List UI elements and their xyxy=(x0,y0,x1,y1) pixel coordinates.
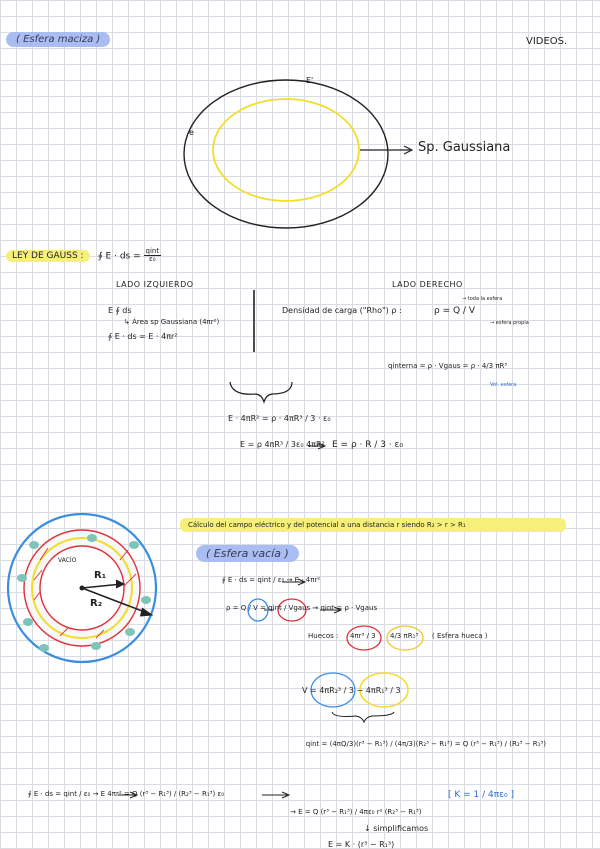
equation-1: E · 4πR² = ρ · 4πR³ / 3 · ε₀ xyxy=(228,414,331,423)
q-internal-line: qinterna = ρ · Vgaus = ρ · 4/3 πR³ xyxy=(388,362,508,370)
right-header: LADO DERECHO xyxy=(392,280,463,289)
simplify-note: ↓ simplificamos xyxy=(364,824,429,833)
qint-equation: qint = (4πQ/3)(r³ − R₁³) / (4π/3)(R₂³ − R₁³) = Q (r³ − R₁³) / (R₂³ − R₁³) xyxy=(305,740,546,748)
rho-equation: ρ = Q / V xyxy=(434,306,475,316)
cut-off-equation: E = K · (r³ − R₁³) xyxy=(328,840,395,849)
arrow-4 xyxy=(262,792,289,798)
vacio-label: VACÍO xyxy=(58,557,77,564)
huecos-note: ( Esfera hueca ) xyxy=(432,632,488,640)
coulomb-constant: [ K = 1 / 4πε₀ ] xyxy=(448,790,515,800)
right-line1: Densidad de carga ("Rho") ρ : xyxy=(282,306,402,315)
left-line2: ↳ Área sp Gaussiana (4πr²) xyxy=(124,318,220,326)
equation-a: ∮ E · ds = qint / ε₀ → E · 4πr² xyxy=(222,576,321,584)
section2-banner: Cálculo del campo eléctrico y del potencial a una distancia r siendo R₂ > r > R₁ xyxy=(180,518,566,532)
huecos-a: 4πr³ / 3 xyxy=(350,632,376,640)
equation-b: ρ = Q / V = qint / Vgaus → qint = ρ · Vgaus xyxy=(226,604,378,612)
corner-note: VIDEOS. xyxy=(526,36,568,47)
huecos-label: Huecos : xyxy=(308,632,339,640)
rho-note-side: → esfera propia xyxy=(490,320,529,326)
left-line3: ∮ E · ds = E · 4πr² xyxy=(108,332,178,341)
rho-note-top: → toda la esfera xyxy=(462,296,503,302)
equation-2-rhs: E = ρ · R / 3 · ε₀ xyxy=(332,440,404,450)
topic-tag: ( Esfera maciza ) xyxy=(6,32,110,47)
gauss-title: LEY DE GAUSS : xyxy=(6,250,90,262)
underbrace xyxy=(230,382,292,402)
r2-label: R₂ xyxy=(90,598,103,609)
huecos-b: 4/3 πR₁³ xyxy=(390,632,419,640)
final-equation-b: → E = Q (r³ − R₁³) / 4πε₀ r² (R₂³ − R₁³) xyxy=(290,808,422,816)
volume-equation: V = 4πR₂³ / 3 − 4πR₁³ / 3 xyxy=(302,686,401,695)
gauss-law: ∮ E · ds = $\frac{\text{qint}}{\text{ε₀}}$ xyxy=(98,247,160,264)
equation-2-lhs: E = ρ 4πR³ / 3ε₀ 4πR² xyxy=(240,440,325,449)
outer-sphere xyxy=(184,80,388,228)
volume-note: Vol. esfera xyxy=(490,382,517,388)
r1-label: R₁ xyxy=(94,570,107,581)
left-header: LADO IZQUIERDO xyxy=(116,280,194,289)
hollow-sphere-tag: ( Esfera vacía ) xyxy=(196,545,299,562)
left-line1: E ∮ ds xyxy=(108,306,132,315)
inner-sphere-label: e xyxy=(189,128,194,137)
final-equation-a: ∮ E · ds = qint / ε₀ → E 4πr² = Q (r³ − R₁³) / (R₂³ − R₁³) ε₀ xyxy=(28,790,224,798)
outer-sphere-label: E' xyxy=(306,76,314,85)
gaussian-surface xyxy=(213,99,359,201)
volume-brace xyxy=(332,712,394,722)
gaussian-label: Sp. Gaussiana xyxy=(418,140,511,155)
